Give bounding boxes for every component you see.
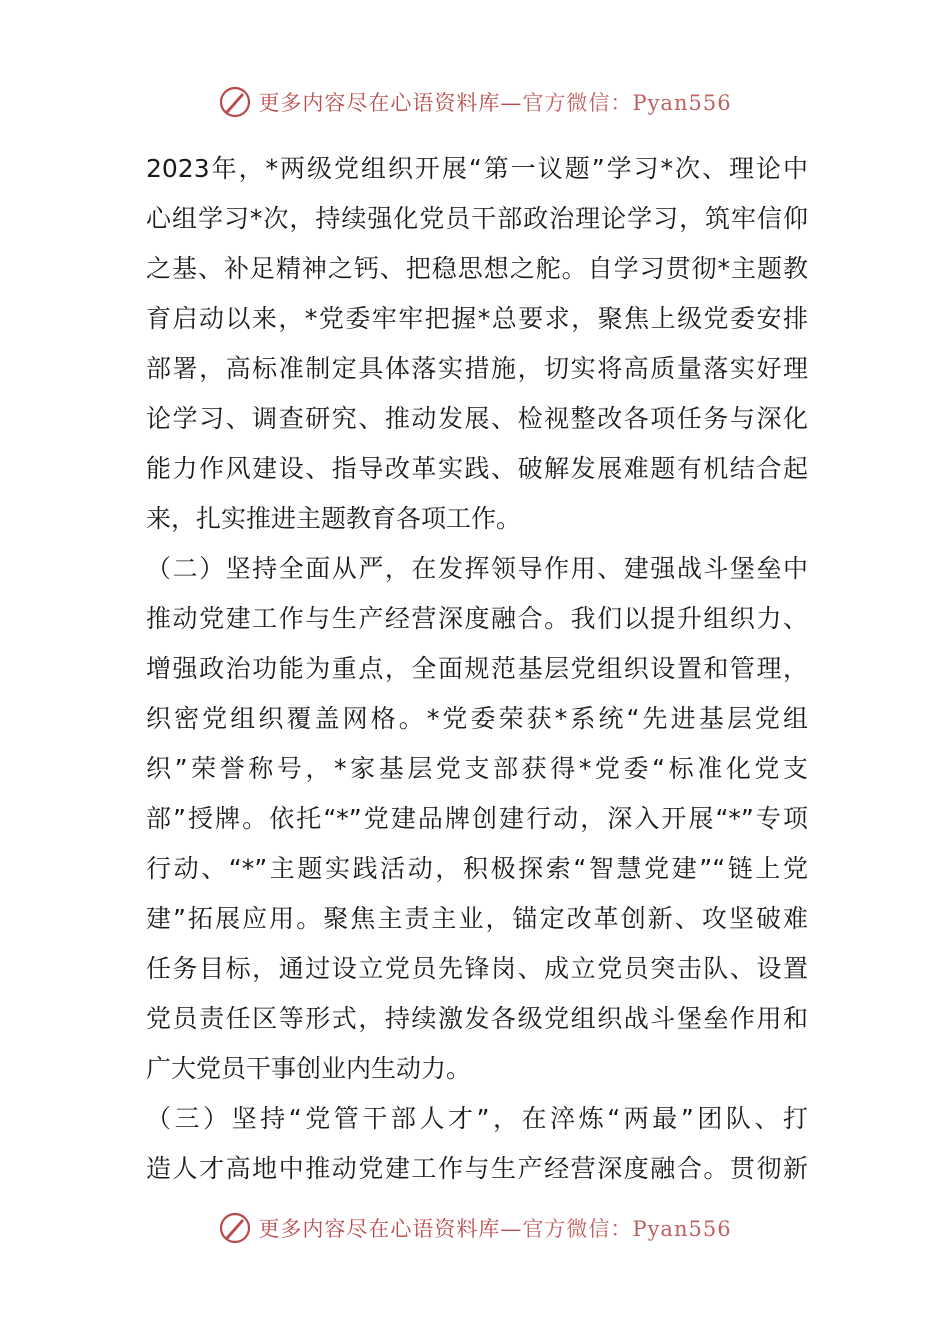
body-line: 心组学习*次，持续强化党员干部政治理论学习，筑牢信仰 xyxy=(146,204,808,233)
body-line: 之基、补足精神之钙、把稳思想之舵。自学习贯彻*主题教 xyxy=(146,254,808,283)
body-line: 造人才高地中推动党建工作与生产经营深度融合。贯彻新 xyxy=(146,1154,808,1183)
watermark-text: 更多内容尽在心语资料库—官方微信：Pyan556 xyxy=(258,91,732,115)
body-line: 能力作风建设、指导改革实践、破解发展难题有机结合起 xyxy=(146,454,808,483)
body-line: 部”授牌。依托“*”党建品牌创建行动，深入开展“*”专项 xyxy=(146,804,808,833)
body-line: 育启动以来，*党委牢牢把握*总要求，聚焦上级党委安排 xyxy=(146,304,808,333)
body-line: 党员责任区等形式，持续激发各级党组织战斗堡垒作用和 xyxy=(146,1004,808,1033)
body-line: 织”荣誉称号，*家基层党支部获得*党委“标准化党支 xyxy=(146,754,808,783)
body-line: 论学习、调查研究、推动发展、检视整改各项任务与深化 xyxy=(146,404,808,433)
body-line: 部署，高标准制定具体落实措施，切实将高质量落实好理 xyxy=(146,354,808,383)
body-line: 来，扎实推进主题教育各项工作。 xyxy=(146,504,522,533)
body-line: 推动党建工作与生产经营深度融合。我们以提升组织力、 xyxy=(146,604,808,633)
body-line: 增强政治功能为重点，全面规范基层党组织设置和管理， xyxy=(146,654,808,683)
body-line: 建”拓展应用。聚焦主责主业，锚定改革创新、攻坚破难 xyxy=(146,904,808,933)
body-line: 广大党员干事创业内生动力。 xyxy=(146,1054,472,1083)
body-line: 任务目标，通过设立党员先锋岗、成立党员突击队、设置 xyxy=(146,954,808,983)
watermark-header xyxy=(0,82,950,122)
watermark-footer xyxy=(0,1208,950,1248)
watermark-text: 更多内容尽在心语资料库—官方微信：Pyan556 xyxy=(258,1217,732,1241)
body-line: 织密党组织覆盖网格。*党委荣获*系统“先进基层党组 xyxy=(146,704,808,733)
quill-logo-icon xyxy=(218,1211,252,1245)
quill-logo-icon xyxy=(218,85,252,119)
document-body xyxy=(146,144,808,1194)
body-line: （二）坚持全面从严，在发挥领导作用、建强战斗堡垒中 xyxy=(146,554,808,583)
body-line: 行动、“*”主题实践活动，积极探索“智慧党建”“链上党 xyxy=(146,854,808,883)
body-line: （三）坚持“党管干部人才”，在淬炼“两最”团队、打 xyxy=(146,1104,808,1133)
body-line: 2023年，*两级党组织开展“第一议题”学习*次、理论中 xyxy=(146,154,808,183)
